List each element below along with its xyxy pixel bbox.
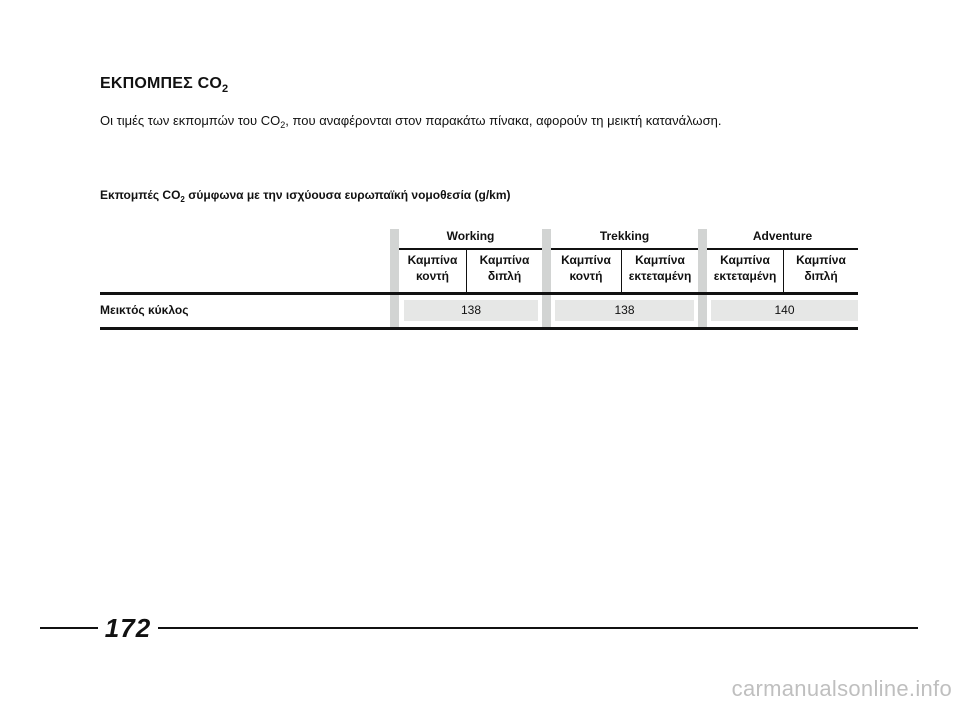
column-divider-bar: [390, 229, 399, 328]
table-bottom-rule: [100, 327, 858, 330]
row-label: Μεικτός κύκλος: [100, 303, 189, 317]
group-header-working: Working: [446, 229, 495, 243]
column-header: Καμπίνα διπλή: [796, 253, 846, 283]
column-header: Καμπίνα διπλή: [479, 253, 530, 283]
value-cell-working: 138: [404, 300, 538, 321]
column-header: Καμπίνα εκτεταμένη: [628, 253, 692, 283]
column-header: Καμπίνα κοντή: [407, 253, 458, 283]
group-header-adventure: Adventure: [752, 229, 813, 243]
column-divider-bar: [698, 229, 707, 328]
group-header-trekking: Trekking: [599, 229, 650, 243]
column-header: Καμπίνα εκτεταμένη: [713, 253, 777, 283]
group-header-rule: [399, 248, 542, 250]
footer-rule-left: [40, 627, 98, 629]
intro-paragraph: Οι τιμές των εκπομπών του $CO_2$, που αναφέρονται στον παρακάτω πίνακα, αφορούν τη μεικτή κατανάλωση.: [100, 113, 722, 130]
footer-rule-right: [158, 627, 918, 629]
table-title: Εκπομπές $CO_2$ σύμφωνα με την ισχύουσα ευρωπαϊκή νομοθεσία (g/km): [100, 188, 511, 204]
value-cell-adventure: 140: [711, 300, 858, 321]
watermark: carmanualsonline.info: [731, 676, 952, 701]
column-header: Καμπίνα κοντή: [561, 253, 611, 283]
column-divider-bar: [542, 229, 551, 328]
value-cell-trekking: 138: [555, 300, 694, 321]
header-bottom-rule: [100, 292, 858, 295]
page-title: ΕΚΠΟΜΠΕΣ $CO_2$: [100, 75, 229, 95]
page-number: 172: [104, 613, 152, 643]
group-header-rule: [551, 248, 698, 250]
